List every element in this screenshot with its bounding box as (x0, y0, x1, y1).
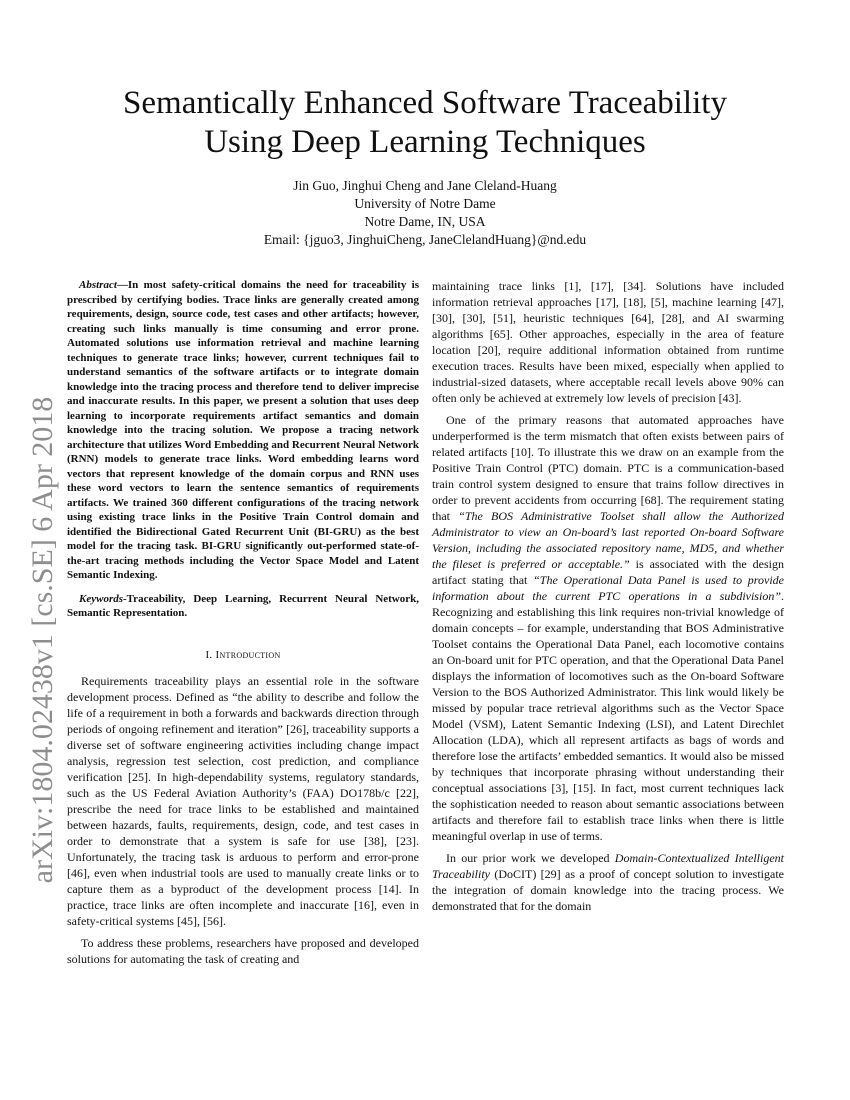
intro-paragraph-1: Requirements traceability plays an essential role in the software development process. Defined as “the ability to describe and follow the life of a requirement in both a forwards and backwards direction through periods of ongoing refinement and iteration” [26], traceability supports a diverse set of software engineering activities including change impact analysis, regression test selection, cost prediction, and compliance verification [25]. In high-dependability systems, regulatory standards, such as the US Federal Aviation Authority’s (FAA) DO178b/c [22], prescribe the need for trace links to be established and maintained between hazards, faults, requirements, design, code, and test cases in order to demonstrate that a system is safe for use [38], [23]. Unfortunately, the tracing task is arduous to perform and error-prone [46], even when industrial tools are used to manually create links or to capture them as a byproduct of the development process [14]. In practice, trace links are often incomplete and inaccurate [16], even in safety-critical systems [45], [56]. (67, 673, 419, 928)
p3-text-b: (DoCIT) [29] as a proof of concept solution to investigate the integration of domain knowledge into the tracing process. We demonstrated that for the domain (432, 867, 784, 913)
p3-italic-term: Domain-Contextualized Intelligent Traceability (432, 851, 784, 881)
intro-paragraph-2: To address these problems, researchers have proposed and developed solutions for automating the task of creating and (67, 935, 419, 966)
p2-text-c: . Recognizing and establishing this link requires non-trivial knowledge of domain concepts – for example, understanding that BOS Administrative Toolset contains the Operational Data Panel, each locomotive contains an On-board unit for PTC operation, and that the Operational Data Panel displays the information of locomotives such as the On-board Software Version to the BOS Authorized Administrator. This link would likely be missed by popular trace retrieval algorithms such as the Vector Space Model (VSM), Latent Semantic Indexing (LSI), and Latent Direchlet Allocation (LDA), which all represent artifacts as bags of words and therefore lose the artifacts’ embedded semantics. It would also be missed by techniques that incorporate phrasing without understanding their conceptual associations [3], [15]. In fact, most current techniques lack the sophistication needed to reason about semantic associations between artifacts and therefore fail to establish trace links when there is little meaningful overlap in use of terms. (432, 589, 784, 843)
arxiv-identifier: arXiv:1804.02438v1 [cs.SE] 6 Apr 2018 (26, 396, 59, 884)
author-block (150, 177, 700, 249)
p2-quote-design: “The Operational Data Panel is used to provide information about the current PTC operations in a subdivision” (432, 573, 785, 603)
author-email: Email: {jguo3, JinghuiCheng, JaneClelandHuang}@nd.edu (263, 232, 587, 247)
p2-text-a: One of the primary reasons that automated approaches have underperformed is the term mismatch that often exists between pairs of related artifacts [10]. To illustrate this we draw on an example from the Positive Train Control (PTC) domain. PTC is a communication-based train control system designed to ensure that trains follow directives in order to prevent accidents from occurring [68]. The requirement stating that (432, 413, 784, 523)
author-location: Notre Dame, IN, USA (364, 214, 486, 229)
keywords (67, 592, 419, 621)
p2-text-b: is associated with the design artifact stating that (432, 557, 785, 587)
author-names: Jin Guo, Jinghui Cheng and Jane Cleland-Huang (293, 178, 557, 193)
abstract-label: Abstract (79, 279, 117, 291)
right-paragraph-2 (432, 412, 784, 844)
abstract-text: —In most safety-critical domains the need for traceability is prescribed by certifying bodies. Trace links are generally created among requirements, design, source code, test cases and other artifacts; however, creating such links manually is time consuming and error prone. Automated solutions use information retrieval and machine learning techniques to generate trace links; however, current techniques fail to understand semantics of the software artifacts or to integrate domain knowledge into the tracing process and therefore tend to deliver imprecise and inaccurate results. In this paper, we present a solution that uses deep learning to incorporate requirements artifact semantics and domain knowledge into the tracing solution. We propose a tracing network architecture that utilizes Word Embedding and Recurrent Neural Network (RNN) models to generate trace links. Word embedding learns word vectors that represent knowledge of the domain corpus and RNN uses these word vectors to learn the sentence semantics of requirements artifacts. We trained 360 different configurations of the tracing network using existing trace links in the Positive Train Control domain and identified the Bidirectional Gated Recurrent Unit (BI-GRU) as the best model for the tracing task. BI-GRU significantly out-performed state-of-the-art tracing methods including the Vector Space Model and Latent Semantic Indexing. (67, 279, 419, 581)
left-column (67, 278, 419, 973)
right-paragraph-3 (432, 850, 784, 914)
keywords-label: Keywords (79, 592, 123, 605)
title-line-1: Semantically Enhanced Software Traceability (123, 85, 727, 121)
author-affiliation: University of Notre Dame (354, 196, 496, 211)
abstract (67, 278, 419, 583)
p2-quote-requirement: “The BOS Administrative Toolset shall allow the Authorized Administrator to view an On-board’s last reported On-board Software Version, including the associated repository name, MD5, and whether the fileset is preferred or acceptable.” (432, 509, 784, 571)
right-paragraph-1: maintaining trace links [1], [17], [34]. Solutions have included information retrieval approaches [17], [18], [5], machine learning [47], [30], [30], [51], heuristic techniques [64], [28], and AI swarming algorithms [65]. Other approaches, especially in the area of feature location [20], require additional information obtained from runtime execution traces. Results have been mixed, especially when applied to industrial-sized datasets, where acceptable recall levels above 90% can often only be achieved at extremely low levels of precision [43]. (432, 279, 784, 405)
paper-title (80, 84, 770, 162)
right-column (432, 278, 784, 920)
section-heading: I. Introduction (205, 648, 281, 661)
title-line-2: Using Deep Learning Techniques (204, 124, 646, 160)
p3-text-a: In our prior work we developed (446, 851, 615, 865)
keywords-text: -Traceability, Deep Learning, Recurrent Neural Network, Semantic Representation. (67, 592, 419, 619)
